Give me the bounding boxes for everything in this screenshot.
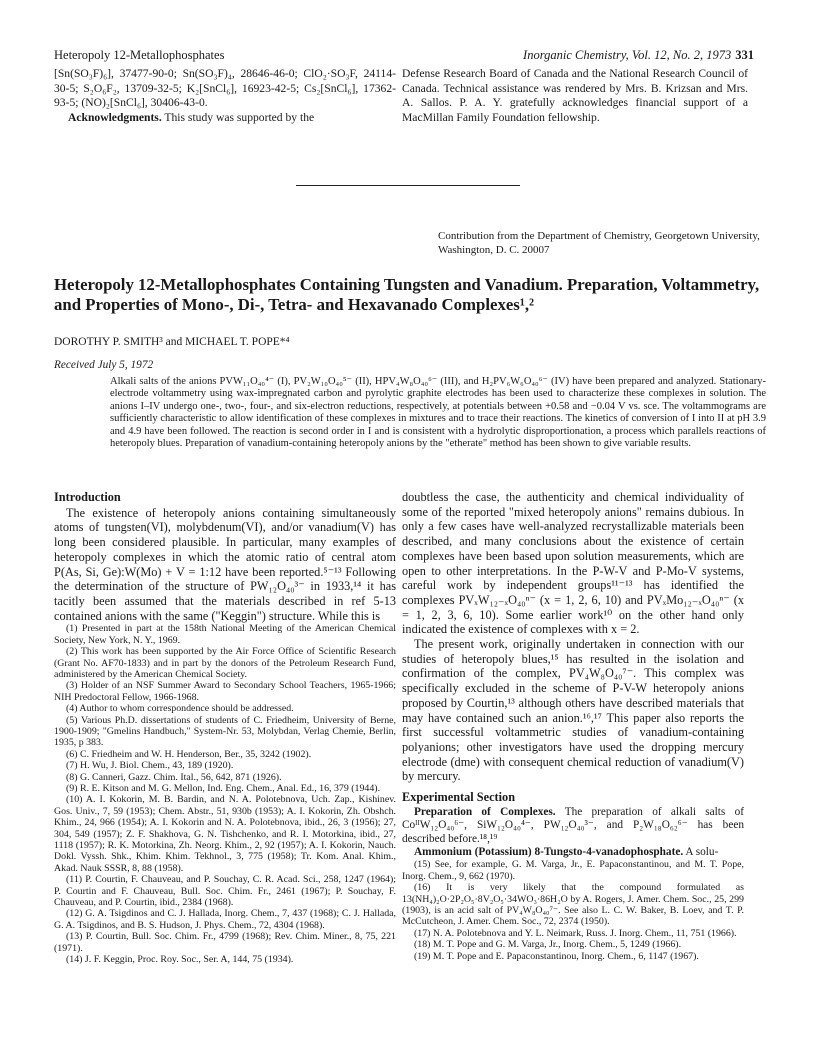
authors: DOROTHY P. SMITH³ and MICHAEL T. POPE*⁴ bbox=[54, 336, 290, 348]
acknowledgments-label: Acknowledgments. bbox=[68, 110, 162, 124]
previous-article-left-column bbox=[54, 67, 396, 125]
acknowledgments-text: This study was supported by the bbox=[164, 110, 315, 124]
footnote: (2) This work has been supported by the Air Force Office of Scientific Research (Grant No. AF70-1833) and in part by the donors of the Petroleum Research Fund, administered by the American Chemical Society. bbox=[54, 646, 396, 680]
footnote: (19) M. T. Pope and E. Papaconstantinou, Inorg. Chem., 6, 1147 (1967). bbox=[414, 950, 699, 962]
acknowledgments bbox=[54, 111, 396, 126]
footnote: (5) Various Ph.D. dissertations of students of C. Friedheim, University of Berne, 1900-1909; "Gmelins Handbuch," System-Nr. 53, Molybdan, Verlag Chemie, Berlin, 1935, p 383. bbox=[54, 714, 396, 749]
introduction-paragraph-continued: doubtless the case, the authenticity and chemical individuality of some of the reported "mixed heteropoly anions" remains dubious. In only a few cases have well-analyzed recrystallizable materials been described, and many conclusions about the existence of certain complexes have been based upon solution measurements, which are open to other interpretations. In the P-W-V and P-Mo-V systems, careful work by independent groups¹¹⁻¹³ has identified the complexes PVₓW₁₂₋ₓO₄₀ⁿ⁻ (x = 1, 2, 6, 10) and PVₓMo₁₂₋ₓO₄₀ⁿ⁻ (x = 1, 2, 3, 6, 10). Some earlier work¹⁰ on the other hand only indicated the existence of complexes with x = 2. bbox=[402, 490, 744, 637]
footnote: (6) C. Friedheim and W. H. Henderson, Ber., 35, 3242 (1902). bbox=[66, 748, 312, 760]
article-title: Heteropoly 12-Metallophosphates Containing Tungsten and Vanadium. Preparation, Voltammetry, and Properties of Mono-, Di-, Tetra- and Hexavanado Complexes¹,² bbox=[54, 275, 760, 314]
body-left-column bbox=[54, 490, 396, 966]
preparation-text: The preparation of alkali salts of CoᴵᴵW₁₂O₄₀⁶⁻, SiW₁₂O₄₀⁴⁻, PW₁₂O₄₀³⁻, and P₂W₁₈O₆₂⁶⁻ has been described before.¹⁸,¹⁹ bbox=[402, 805, 744, 845]
footnote: (16) It is very likely that the compound formulated as 13(NH₄)₂O·2P₂O₅·8V₂O₅·34WO₃·86H₂O by A. Rogers, J. Amer. Chem. Soc., 25, 299 (1903), is an acid salt of PV₄W₈O₄₀⁷⁻. See also L. C. W. Baker, B. Loev, and T. P. McCutcheon, J. Amer. Chem. Soc., 72, 2374 (1950). bbox=[402, 882, 744, 928]
experimental-heading: Experimental Section bbox=[402, 790, 516, 805]
footnote: (4) Author to whom correspondence should be addressed. bbox=[66, 703, 294, 715]
page-number: 331 bbox=[735, 48, 754, 62]
footnote: (3) Holder of an NSF Summer Award to Secondary School Teachers, 1965-1966; NIH Predoctoral Fellow, 1966-1968. bbox=[54, 680, 396, 703]
ammonium-run-head: Ammonium (Potassium) 8-Tungsto-4-vanadophosphate. bbox=[414, 845, 684, 858]
previous-article-right-column bbox=[402, 67, 748, 125]
running-header-right bbox=[523, 48, 754, 63]
ammonium-text: A solu- bbox=[685, 845, 719, 858]
footnote: (11) P. Courtin, F. Chauveau, and P. Souchay, C. R. Acad. Sci., 258, 1247 (1964); P. Courtin and F. Chauveau, Bull. Soc. Chim. Fr., 2461 (1967); P. Souchay, F. Chauveau, and P. Courtin, ibid., 2384 (1968). bbox=[54, 874, 396, 909]
introduction-paragraph: The existence of heteropoly anions containing simultaneously atoms of tungsten(VI), molybdenum(VI), and/or vanadium(V) has long been considered plausible. In particular, many examples of heteropoly complexes in which the atomic ratio of central atom P(As, Si, Ge):W(Mo) + V = 1:12 have been reported.⁵⁻¹³ Following the determination of the structure of PW₁₂O₄₀³⁻ in 1933,¹⁴ it has tacitly been assumed that the materials described in ref 5-13 contained anions with the same ("Keggin") structure. While this is bbox=[54, 505, 396, 623]
article-separator-rule bbox=[296, 185, 520, 186]
footnote: (9) R. E. Kitson and M. G. Mellon, Ind. Eng. Chem., Anal. Ed., 16, 379 (1944). bbox=[66, 783, 381, 795]
ammonium-paragraph bbox=[402, 846, 744, 859]
footnotes-left bbox=[54, 623, 396, 965]
footnote: (17) N. A. Polotebnova and Y. L. Neimark, Russ. J. Inorg. Chem., 11, 751 (1966). bbox=[414, 927, 737, 939]
body-right-column bbox=[402, 490, 744, 962]
journal-citation: Inorganic Chemistry, Vol. 12, No. 2, 1973 bbox=[523, 48, 732, 62]
footnote: (1) Presented in part at the 158th National Meeting of the American Chemical Society, New York, N. Y., 1969. bbox=[54, 623, 396, 646]
preparation-paragraph bbox=[402, 806, 744, 846]
contribution-note: Contribution from the Department of Chemistry, Georgetown University, Washington, D. C. 20007 bbox=[438, 230, 760, 256]
received-date: Received July 5, 1972 bbox=[54, 359, 154, 371]
footnote: (14) J. F. Keggin, Proc. Roy. Soc., Ser. A, 144, 75 (1934). bbox=[66, 954, 294, 966]
footnote: (8) G. Canneri, Gazz. Chim. Ital., 56, 642, 871 (1926). bbox=[66, 771, 282, 783]
footnote: (7) H. Wu, J. Biol. Chem., 43, 189 (1920). bbox=[66, 760, 234, 772]
footnote: (13) P. Courtin, Bull. Soc. Chim. Fr., 4799 (1968); Rev. Chim. Miner., 8, 75, 221 (1971). bbox=[54, 931, 396, 954]
footnote: (10) A. I. Kokorin, M. B. Bardin, and N. A. Polotebnova, Uch. Zap., Kishinev. Gos. Univ., 7, 59 (1953); Chem. Abstr., 51, 930b (1953); A. I. Kokorin, Zh. Obshch. Khim., 24, 966 (1954); A. I. Kokorin and N. A. Polotebnova, ibid., 26, 3 (1956); 27, 304, 549 (1957); Z. F. Shakhova, G. N. Tishchenko, and R. I. Motorkina, ibid., 27, 1118 (1957); R. K. Motorkina, Zh. Neorg. Khim., 2, 92 (1957); A. I. Kokorin, Nauch. Dokl. Vyssh. Shk., Khim. Khim. Tekhnol., 3, 775 (1958); Tr. Kom. Anal. Khim., Akad. Nauk SSSR, 8, 88 (1958). bbox=[54, 794, 396, 874]
introduction-paragraph-2: The present work, originally undertaken in connection with our studies of heteropoly blues,¹⁵ has resulted in the isolation and confirmation of the complex, PV₄W₈O₄₀⁷⁻. This complex was specifically excluded in the scheme of P-V-W heteropoly anions proposed by Courtin,¹³ although others have described materials that may have contained such an anion.¹⁶,¹⁷ This paper also reports the first successful voltammetric studies of vanadium-containing polyanions; other investigators have used the dropping mercury electrode (dme) with consequent chemical reduction of vanadium(V) by mercury. bbox=[402, 637, 744, 784]
preparation-run-head: Preparation of Complexes. bbox=[414, 805, 556, 818]
introduction-heading: Introduction bbox=[54, 490, 121, 504]
footnote: (15) See, for example, G. M. Varga, Jr., E. Papaconstantinou, and M. T. Pope, Inorg. Chem., 9, 662 (1970). bbox=[402, 859, 744, 882]
footnote: (12) G. A. Tsigdinos and C. J. Hallada, Inorg. Chem., 7, 437 (1968); C. J. Hallada, G. A. Tsigdinos, and B. S. Hudson, J. Phys. Chem., 72, 4304 (1968). bbox=[54, 908, 396, 931]
abstract: Alkali salts of the anions PVW₁₁O₄₀⁴⁻ (I), PV₂W₁₀O₄₀⁵⁻ (II), HPV₄W₈O₄₀⁶⁻ (III), and H₂PV₆W₆O₄₀⁶⁻ (IV) have been prepared and analyzed. Stationary-electrode voltammetry using wax-impregnated carbon and pyrolytic graphite electrodes has been used to characterize these complexes in solution. The anions I–IV undergo one-, two-, four-, and six-electron reductions, respectively, at potentials between +0.58 and −0.04 V vs. sce. The voltammograms are sufficiently characteristic to allow identification of these complexes in mixtures and to trace their reactions. The kinetics of conversion of I into II at pH 3.9 and 4.9 have been followed. The reaction is second order in I and is consistent with a hydrolytic disproportionation, a process which parallels reactions of heteropoly blues. Preparation of vanadium-containing heteropoly anions by the "etherate" method has been shown to give variable results. bbox=[110, 376, 766, 450]
registry-numbers: [Sn(SO₃F)₆], 37477-90-0; Sn(SO₃F)₄, 28646-46-0; ClO₂·SO₃F, 24114-30-5; S₂O₆F₂, 13709-32-5; K₂[SnCl₆], 16923-42-5; Cs₂[SnCl₆], 17362-93-5; (NO)₂[SnCl₆], 30406-43-0. bbox=[54, 67, 396, 110]
running-header-left: Heteropoly 12-Metallophosphates bbox=[54, 48, 225, 62]
footnotes-right bbox=[402, 859, 744, 962]
acknowledgments-continued: Defense Research Board of Canada and the National Research Council of Canada. Technical assistance was rendered by Mrs. B. Krizsan and Mrs. A. Sallos. P. A. Y. gratefully acknowledges financial support of a MacMillan Family Foundation fellowship. bbox=[402, 67, 748, 124]
footnote: (18) M. T. Pope and G. M. Varga, Jr., Inorg. Chem., 5, 1249 (1966). bbox=[414, 939, 682, 951]
